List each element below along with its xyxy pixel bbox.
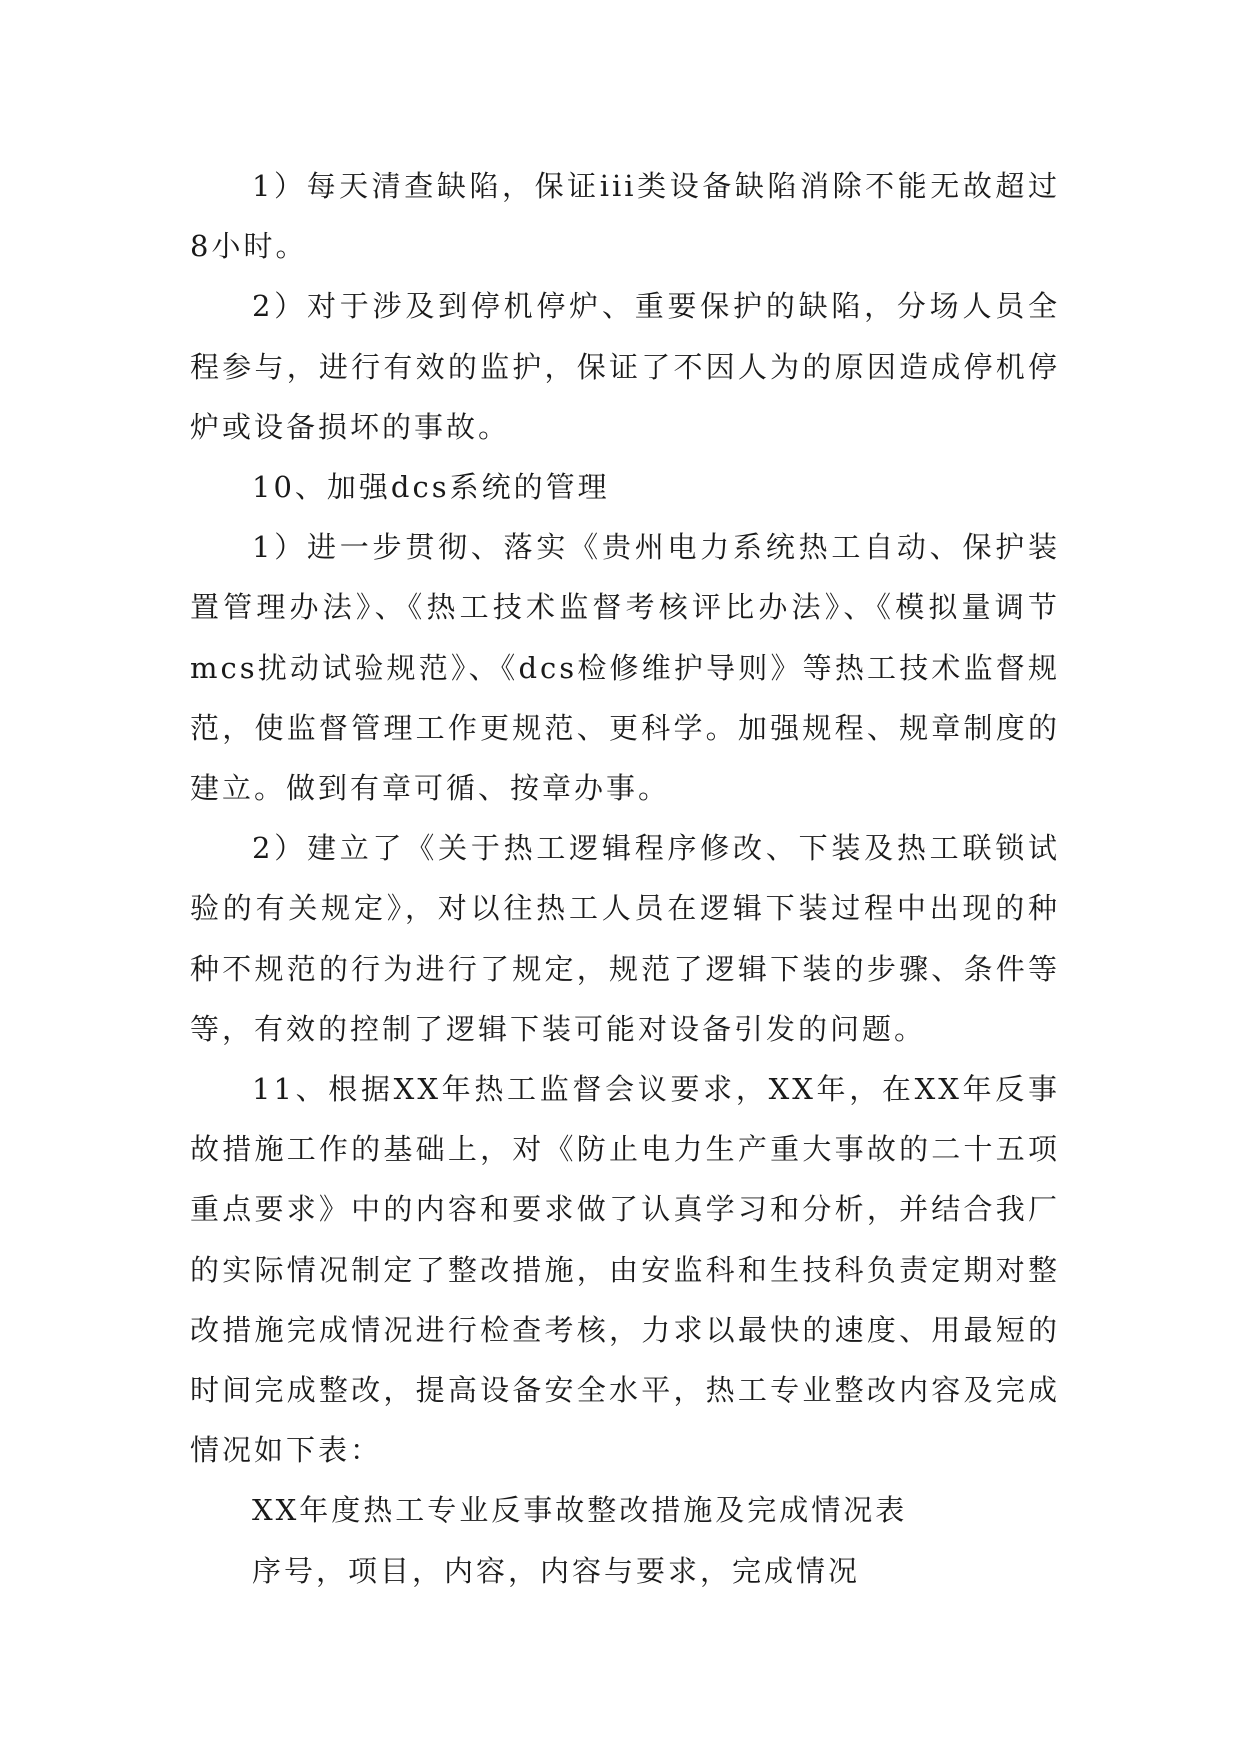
paragraph-regulations: 1）进一步贯彻、落实《贵州电力系统热工自动、保护装置管理办法》、《热工技术监督考核评比办法》、《模拟量调节mcs扰动试验规范》、《dcs检修维护导则》等热工技术监督规范，使监督管理工作更规范、更科学。加强规程、规章制度的建立。做到有章可循、按章办事。	[190, 530, 1060, 806]
section-heading-dcs: 10、加强dcs系统的管理	[252, 470, 610, 505]
paragraph-anti-accident: 11、根据XX年热工监督会议要求，XX年，在XX年反事故措施工作的基础上，对《防止电力生产重大事故的二十五项重点要求》中的内容和要求做了认真学习和分析，并结合我厂的实际情况制定了整改措施，由安监科和生技科负责定期对整改措施完成情况进行检查考核，力求以最快的速度、用最短的时间完成整改，提高设备安全水平，热工专业整改内容及完成情况如下表：	[190, 1072, 1060, 1468]
table-title: XX年度热工专业反事故整改措施及完成情况表	[252, 1493, 908, 1528]
paragraph-defect-check: 1）每天清查缺陷，保证iii类设备缺陷消除不能无故超过8小时。	[190, 169, 1060, 264]
table-header-row: 序号，项目，内容，内容与要求，完成情况	[252, 1553, 861, 1588]
document-body	[190, 156, 1060, 1601]
paragraph-shutdown-defects: 2）对于涉及到停机停炉、重要保护的缺陷，分场人员全程参与，进行有效的监护，保证了不因人为的原因造成停机停炉或设备损坏的事故。	[190, 289, 1060, 444]
paragraph-logic-rules: 2）建立了《关于热工逻辑程序修改、下装及热工联锁试验的有关规定》，对以往热工人员在逻辑下装过程中出现的种种不规范的行为进行了规定，规范了逻辑下装的步骤、条件等等，有效的控制了逻辑下装可能对设备引发的问题。	[190, 831, 1060, 1046]
